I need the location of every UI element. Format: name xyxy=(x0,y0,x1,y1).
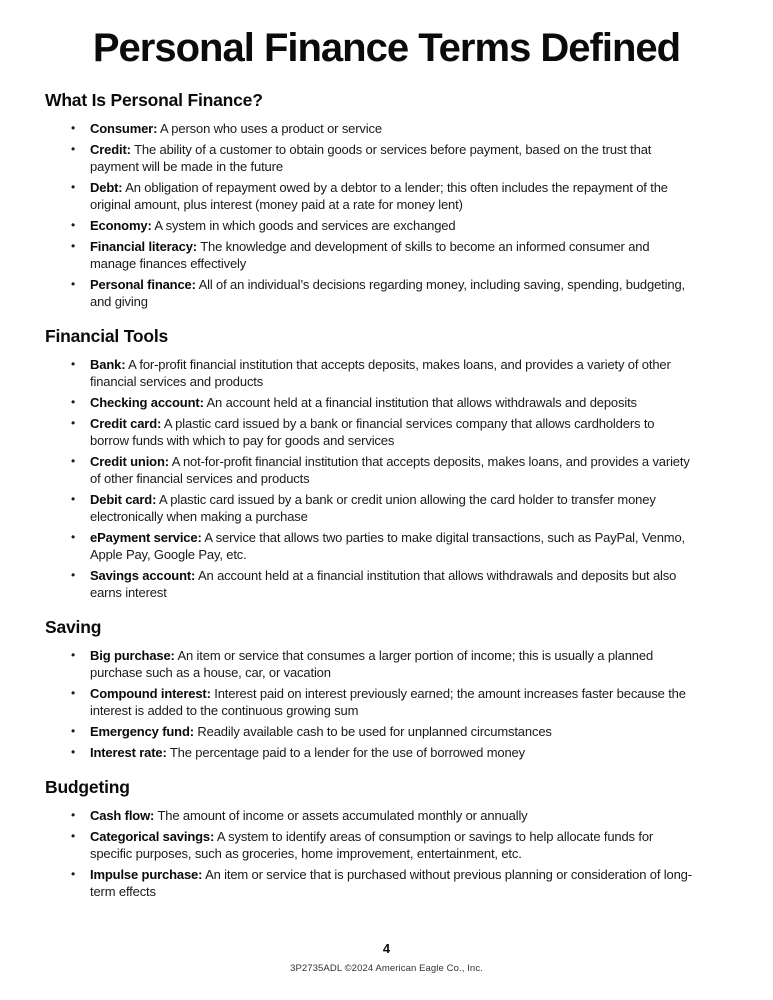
term-definition: A plastic card issued by a bank or financial services company that allows cardholders to borrow funds with which to pay for goods and services xyxy=(90,416,655,448)
term-name: Credit union: xyxy=(90,454,169,469)
term-name: Bank: xyxy=(90,357,126,372)
bullet-icon: • xyxy=(71,568,76,582)
term-item xyxy=(45,491,693,525)
bullet-icon: • xyxy=(71,724,76,738)
term-name: Big purchase: xyxy=(90,648,175,663)
term-definition: A plastic card issued by a bank or credit union allowing the card holder to transfer money electronically when making a purchase xyxy=(90,492,656,524)
term-text xyxy=(90,568,676,600)
term-text xyxy=(90,121,382,136)
term-item xyxy=(45,120,693,137)
term-text xyxy=(90,239,649,271)
term-definition: Readily available cash to be used for unplanned circumstances xyxy=(197,724,552,739)
term-name: Interest rate: xyxy=(90,745,167,760)
term-definition: All of an individual’s decisions regarding money, including saving, spending, budgeting, and giving xyxy=(90,277,685,309)
bullet-icon: • xyxy=(71,648,76,662)
term-name: Checking account: xyxy=(90,395,204,410)
bullet-icon: • xyxy=(71,530,76,544)
term-text xyxy=(90,180,668,212)
bullet-icon: • xyxy=(71,180,76,194)
term-text xyxy=(90,686,686,718)
bullet-icon: • xyxy=(71,686,76,700)
term-name: Savings account: xyxy=(90,568,196,583)
term-definition: A not-for-profit financial institution that accepts deposits, makes loans, and provides a variety of other financial services and products xyxy=(90,454,690,486)
glossary-section xyxy=(45,326,728,601)
term-definition: A for-profit financial institution that accepts deposits, makes loans, and provides a variety of other financial services and products xyxy=(90,357,671,389)
term-item xyxy=(45,647,693,681)
term-name: Debt: xyxy=(90,180,123,195)
term-name: Credit: xyxy=(90,142,131,157)
bullet-icon: • xyxy=(71,218,76,232)
term-name: Cash flow: xyxy=(90,808,155,823)
bullet-icon: • xyxy=(71,239,76,253)
section-heading: Financial Tools xyxy=(45,326,169,346)
document-footer xyxy=(0,941,773,974)
term-text xyxy=(90,808,528,823)
term-list xyxy=(45,356,728,601)
bullet-icon: • xyxy=(71,416,76,430)
term-name: Consumer: xyxy=(90,121,158,136)
term-text xyxy=(90,648,653,680)
term-name: Compound interest: xyxy=(90,686,211,701)
term-text xyxy=(90,867,692,899)
term-item xyxy=(45,807,693,824)
term-item xyxy=(45,238,693,272)
bullet-icon: • xyxy=(71,142,76,156)
bullet-icon: • xyxy=(71,867,76,881)
bullet-icon: • xyxy=(71,454,76,468)
bullet-icon: • xyxy=(71,829,76,843)
term-name: Impulse purchase: xyxy=(90,867,203,882)
term-item xyxy=(45,141,693,175)
term-item xyxy=(45,723,693,740)
term-text xyxy=(90,829,653,861)
term-list xyxy=(45,120,728,310)
term-definition: A system to identify areas of consumption or savings to help allocate funds for specific purposes, such as groceries, home improvement, entertainment, etc. xyxy=(90,829,654,861)
term-text xyxy=(90,724,552,739)
term-name: Economy: xyxy=(90,218,152,233)
term-item xyxy=(45,415,693,449)
term-item xyxy=(45,567,693,601)
glossary-section xyxy=(45,90,728,310)
term-text xyxy=(90,218,455,233)
term-list xyxy=(45,647,728,761)
term-definition: A system in which goods and services are exchanged xyxy=(154,218,456,233)
bullet-icon: • xyxy=(71,745,76,759)
term-definition: An account held at a financial institution that allows withdrawals and deposits but also earns interest xyxy=(90,568,677,600)
term-item xyxy=(45,356,693,390)
term-item xyxy=(45,179,693,213)
bullet-icon: • xyxy=(71,395,76,409)
term-definition: The amount of income or assets accumulated monthly or annually xyxy=(157,808,528,823)
term-list xyxy=(45,807,728,900)
bullet-icon: • xyxy=(71,357,76,371)
term-item xyxy=(45,453,693,487)
term-definition: An obligation of repayment owed by a debtor to a lender; this often includes the repayment of the original amount, plus interest (money paid at a rate for money lent) xyxy=(90,180,668,212)
document-body xyxy=(45,90,728,900)
section-heading: What Is Personal Finance? xyxy=(45,90,263,110)
term-name: Categorical savings: xyxy=(90,829,215,844)
term-name: ePayment service: xyxy=(90,530,202,545)
term-item xyxy=(45,394,693,411)
term-definition: The percentage paid to a lender for the use of borrowed money xyxy=(169,745,525,760)
term-item xyxy=(45,866,693,900)
term-text xyxy=(90,745,525,760)
term-item xyxy=(45,276,693,310)
bullet-icon: • xyxy=(71,121,76,135)
copyright-line: 3P2735ADL ©2024 American Eagle Co., Inc. xyxy=(290,963,483,974)
term-text xyxy=(90,492,656,524)
term-definition: A service that allows two parties to make digital transactions, such as PayPal, Venmo, Apple Pay, Google Pay, etc. xyxy=(90,530,686,562)
term-definition: A person who uses a product or service xyxy=(160,121,382,136)
term-item xyxy=(45,828,693,862)
term-item xyxy=(45,744,693,761)
section-heading: Saving xyxy=(45,617,102,637)
term-item xyxy=(45,685,693,719)
term-name: Credit card: xyxy=(90,416,162,431)
term-definition: An item or service that consumes a larger portion of income; this is usually a planned purchase such as a house, car, or vacation xyxy=(90,648,654,680)
term-definition: Interest paid on interest previously earned; the amount increases faster because the interest is added to the continuous growing sum xyxy=(90,686,686,718)
term-text xyxy=(90,454,690,486)
term-text xyxy=(90,395,637,410)
bullet-icon: • xyxy=(71,808,76,822)
term-text xyxy=(90,416,654,448)
page-title: Personal Finance Terms Defined xyxy=(92,26,681,70)
glossary-section xyxy=(45,777,728,900)
term-text xyxy=(90,142,651,174)
bullet-icon: • xyxy=(71,492,76,506)
glossary-section xyxy=(45,617,728,761)
term-name: Personal finance: xyxy=(90,277,196,292)
term-definition: The ability of a customer to obtain goods or services before payment, based on the trust that payment will be made in the future xyxy=(90,142,652,174)
page-number: 4 xyxy=(382,941,391,956)
term-name: Emergency fund: xyxy=(90,724,194,739)
section-heading: Budgeting xyxy=(45,777,130,797)
term-definition: An item or service that is purchased without previous planning or consideration of long-term effects xyxy=(90,867,692,899)
term-text xyxy=(90,357,671,389)
bullet-icon: • xyxy=(71,277,76,291)
term-text xyxy=(90,277,685,309)
term-definition: An account held at a financial institution that allows withdrawals and deposits xyxy=(206,395,637,410)
term-item xyxy=(45,217,693,234)
term-definition: The knowledge and development of skills to become an informed consumer and manage finances effectively xyxy=(90,239,650,271)
term-item xyxy=(45,529,693,563)
term-name: Debit card: xyxy=(90,492,157,507)
term-text xyxy=(90,530,685,562)
term-name: Financial literacy: xyxy=(90,239,197,254)
